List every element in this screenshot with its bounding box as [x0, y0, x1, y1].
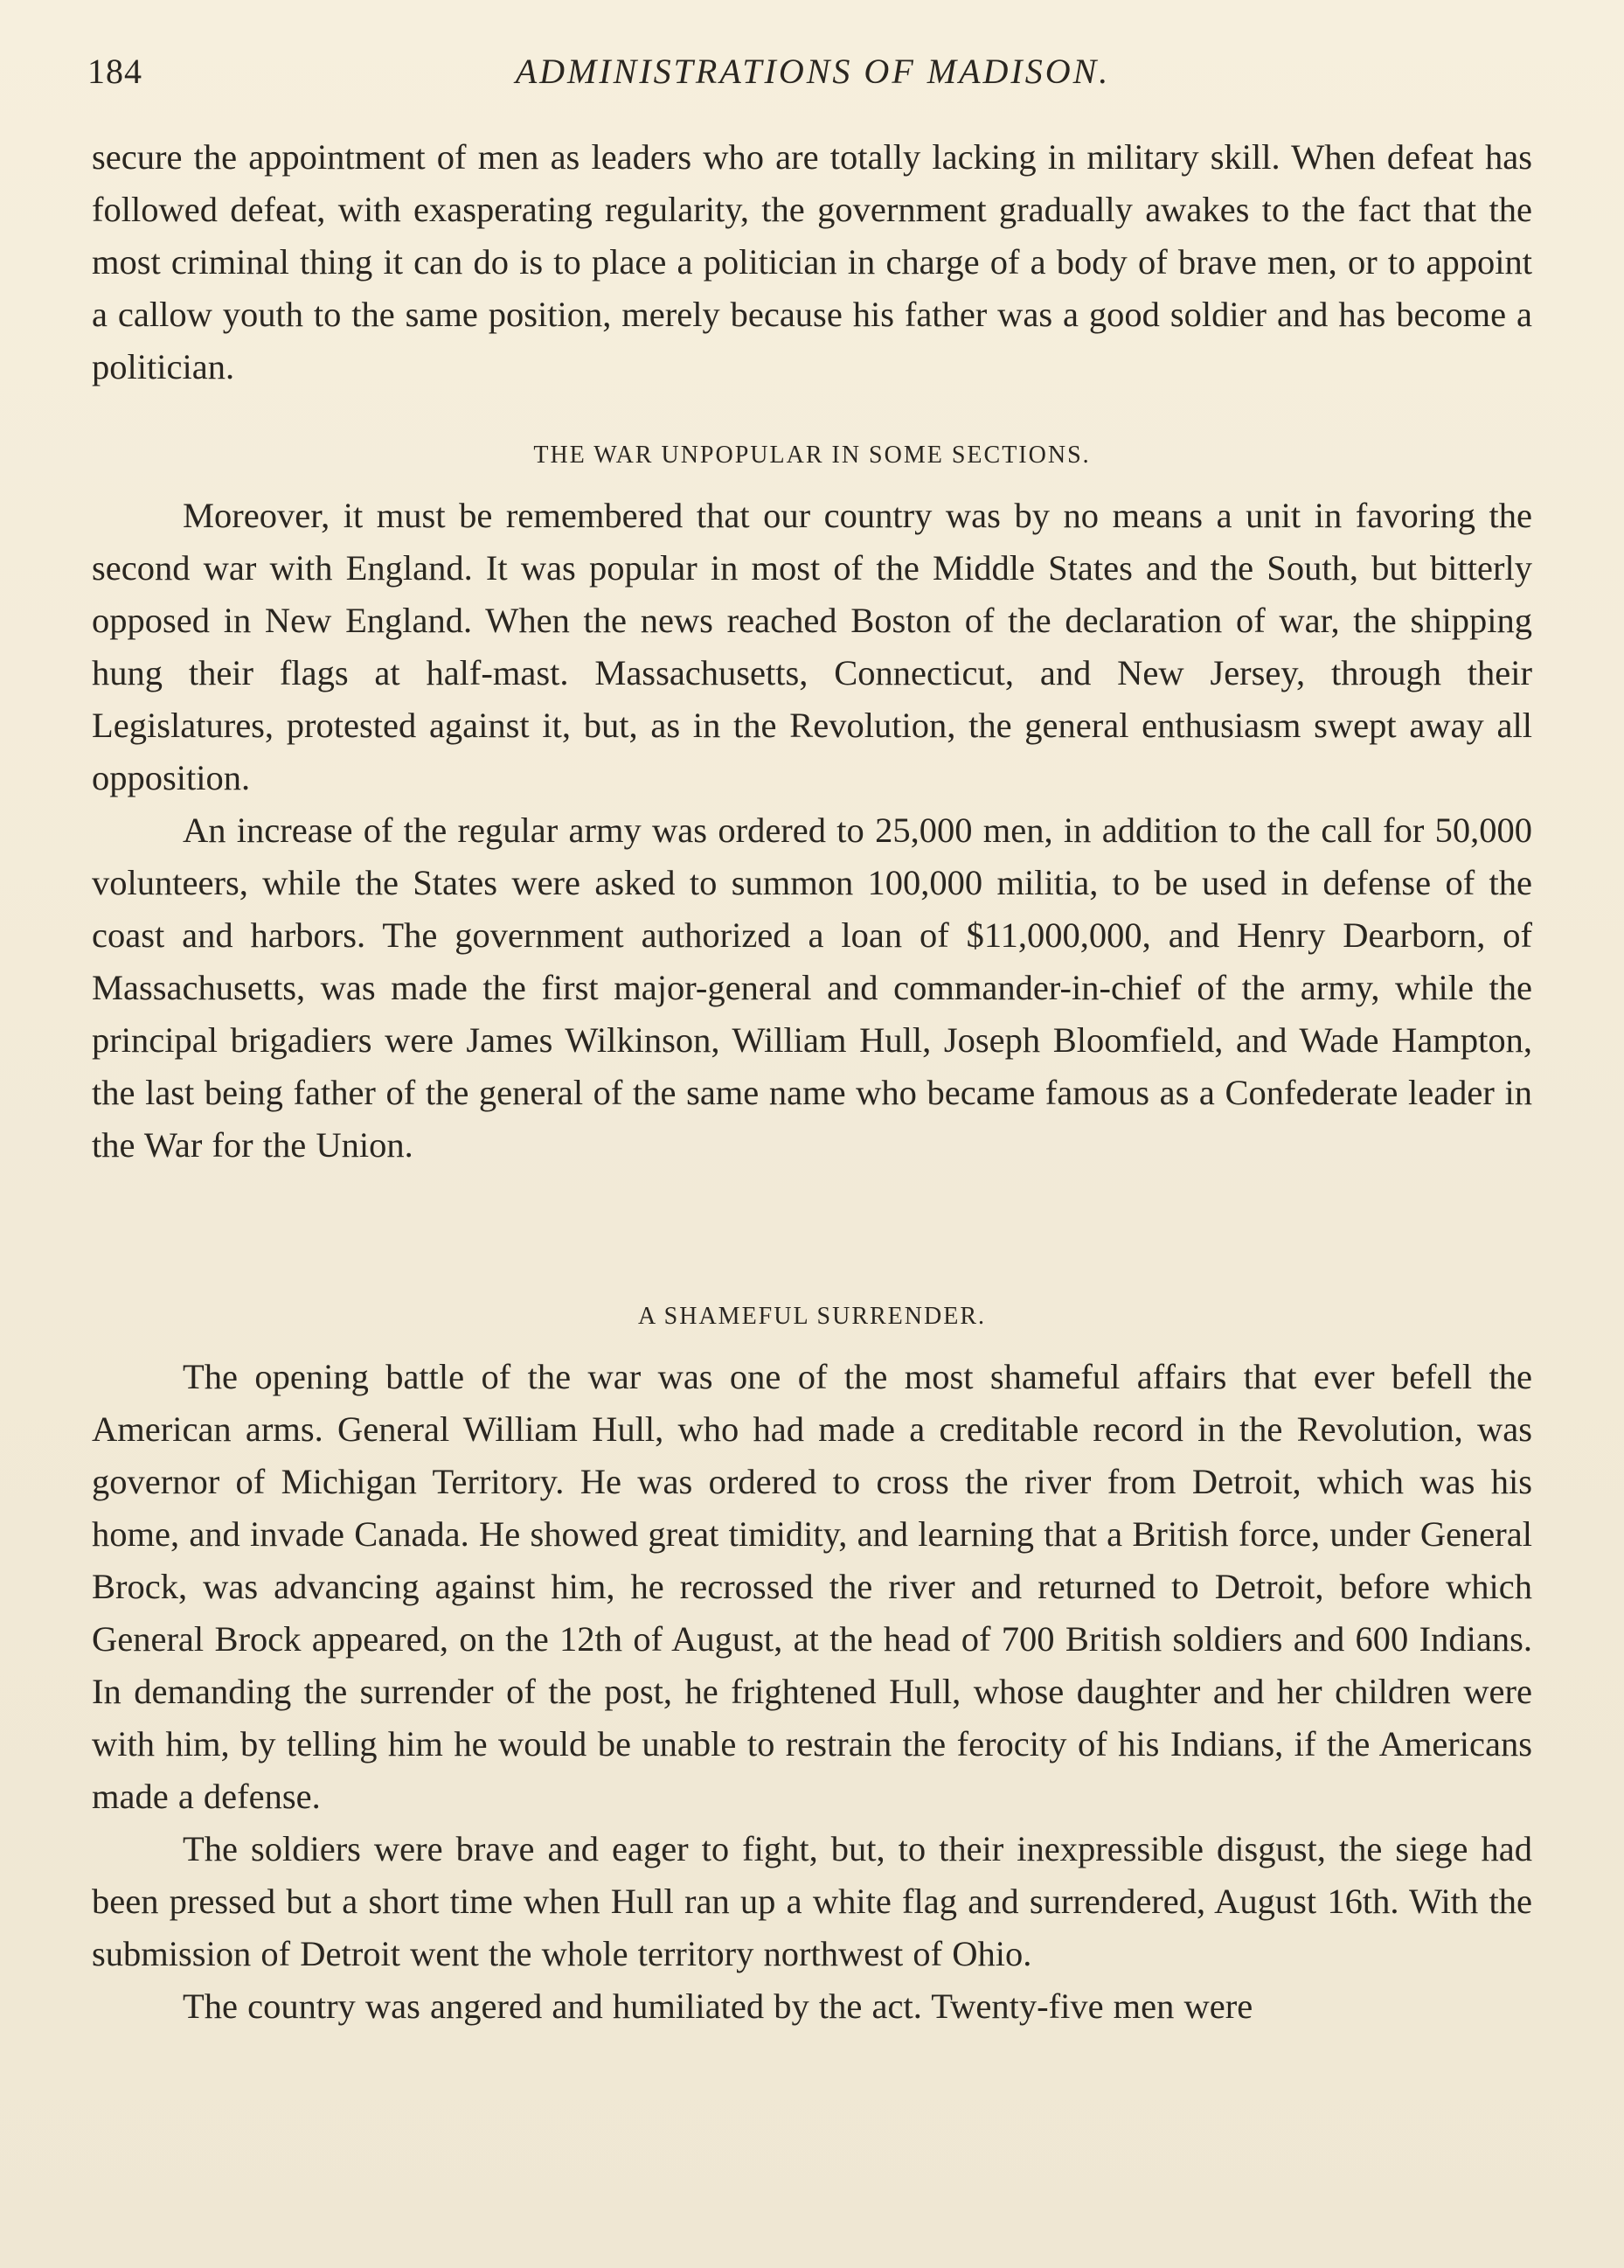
paragraph: The country was angered and humiliated by the act. Twenty-five men were: [183, 1986, 1253, 2026]
page-header: [87, 51, 1538, 103]
paragraph: The opening battle of the war was one of the most shameful affairs that ever befell the American arms. General William Hull, who had made a creditable record in the Revolution, was governor of Michigan Territory. He was ordered to cross the river from Detroit, which was his home, and invade Canada. He showed great timidity, and learning that a British force, under General Brock, was advancing against him, he recrossed the river and returned to Detroit, before which General Brock appeared, on the 12th of August, at the head of 700 British soldiers and 600 Indians. In demanding the surrender of the post, he frightened Hull, whose daughter and her children were with him, by telling him he would be unable to restrain the ferocity of his Indians, if the Americans made a defense.: [92, 1357, 1532, 1816]
paragraph: The soldiers were brave and eager to fight, but, to their inexpressible disgust, the siege had been pressed but a short time when Hull ran up a white flag and surrendered, August 16th. With the submission of Detroit went the whole territory northwest of Ohio.: [92, 1829, 1532, 1973]
paragraph: An increase of the regular army was ordered to 25,000 men, in addition to the call for 50,000 volunteers, while the States were asked to summon 100,000 militia, to be used in defense of the coast and harbors. The government authorized a loan of $11,000,000, and Henry Dearborn, of Massachusetts, was made the first major-general and commander-in-chief of the army, while the principal brigadiers were James Wilkinson, William Hull, Joseph Bloomfield, and Wade Hampton, the last being father of the general of the same name who became famous as a Confederate leader in the War for the Union.: [92, 810, 1532, 1165]
text-block-war-unpopular: [92, 490, 1532, 1172]
text-block-opening: [92, 131, 1532, 393]
text-block-shameful-surrender: [92, 1351, 1532, 2033]
section-heading: A SHAMEFUL SURRENDER.: [637, 1303, 986, 1330]
running-head: ADMINISTRATIONS OF MADISON.: [515, 52, 1111, 91]
section-heading: THE WAR UNPOPULAR IN SOME SECTIONS.: [533, 442, 1091, 469]
paragraph: Moreover, it must be remembered that our country was by no means a unit in favoring the second war with England. It was popular in most of the Middle States and the South, but bitterly opposed in New England. When the news reached Boston of the declaration of war, the shipping hung their flags at half-mast. Massachusetts, Connecticut, and New Jersey, through their Legislatures, protested against it, but, as in the Revolution, the general enthusiasm swept away all opposition.: [92, 496, 1532, 797]
paragraph: secure the appointment of men as leaders who are totally lacking in military skill. When defeat has followed defeat, with exasperating regularity, the government gradually awakes to the fact that the most criminal thing it can do is to place a politician in charge of a body of brave men, or to appoint a callow youth to the same position, merely because his father was a good soldier and has become a politician.: [92, 137, 1532, 386]
page-number: 184: [87, 52, 142, 91]
